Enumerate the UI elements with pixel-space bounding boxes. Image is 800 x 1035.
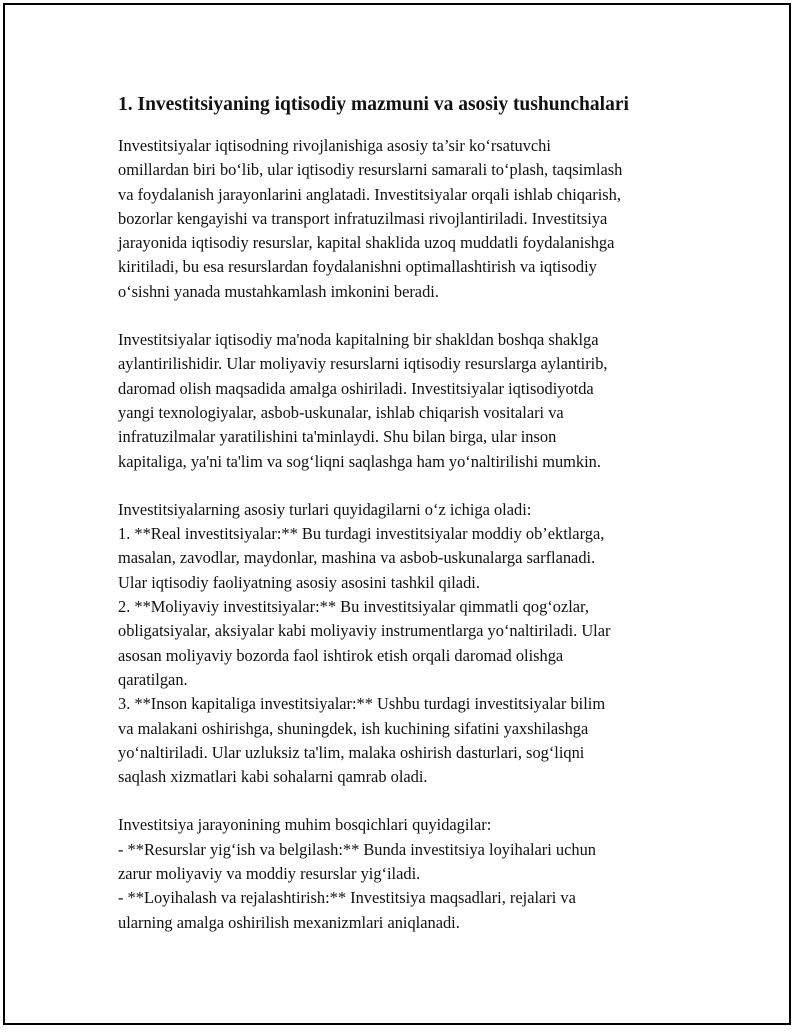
paragraph-line: ularning amalga oshirilish mexanizmlari aniqlanadi.: [118, 912, 460, 932]
paragraph-line: Ular iqtisodiy faoliyatning asosiy asosini tashkil qiladi.: [118, 572, 480, 592]
paragraph-line: - **Loyihalash va rejalashtirish:** Investitsiya maqsadlari, rejalari va: [118, 888, 576, 908]
paragraph-line: asosan moliyaviy bozorda faol ishtirok etish orqali daromad olishga: [118, 645, 564, 665]
paragraph-line: yo‘naltiriladi. Ular uzluksiz ta'lim, malaka oshirish dasturlari, sog‘liqni: [118, 742, 585, 762]
paragraph-line: obligatsiyalar, aksiyalar kabi moliyaviy instrumentlarga yo‘naltiriladi. Ular: [118, 621, 611, 641]
paragraph-line: va foydalanish jarayonlarini anglatadi. Investitsiyalar orqali ishlab chiqarish,: [118, 184, 621, 204]
paragraph: [118, 498, 698, 790]
paragraph-line: bozorlar kengayishi va transport infratuzilmasi rivojlantiriladi. Investitsiya: [118, 208, 608, 228]
paragraph-line: daromad olish maqsadida amalga oshiriladi. Investitsiyalar iqtisodiyotda: [118, 378, 594, 398]
paragraph-line: masalan, zavodlar, maydonlar, mashina va asbob-uskunalarga sarflanadi.: [118, 548, 596, 568]
section-heading: 1. Investitsiyaning iqtisodiy mazmuni va asosiy tushunchalari: [118, 94, 629, 115]
paragraph-line: zarur moliyaviy va moddiy resurslar yig‘iladi.: [118, 864, 421, 884]
paragraph-line: jarayonida iqtisodiy resurslar, kapital shaklida uzoq muddatli foydalanishga: [118, 233, 615, 253]
paragraph-line: o‘sishni yanada mustahkamlash imkonini beradi.: [118, 281, 439, 301]
paragraph-line: 2. **Moliyaviy investitsiyalar:** Bu investitsiyalar qimmatli qog‘ozlar,: [118, 597, 589, 617]
paragraph: [118, 328, 698, 474]
paragraph: [118, 813, 698, 934]
paragraph-line: Investitsiya jarayonining muhim bosqichlari quyidagilar:: [118, 815, 492, 835]
paragraph-line: va malakani oshirishga, shuningdek, ish kuchining sifatini yaxshilashga: [118, 718, 589, 738]
paragraph-line: 3. **Inson kapitaliga investitsiyalar:** Ushbu turdagi investitsiyalar bilim: [118, 694, 606, 714]
paragraph-line: Investitsiyalar iqtisodning rivojlanishiga asosiy ta’sir ko‘rsatuvchi: [118, 136, 551, 155]
paragraphs-container: [118, 134, 698, 935]
paragraph: [118, 134, 698, 304]
paragraph-line: Investitsiyalar iqtisodiy ma'noda kapitalning bir shakldan boshqa shaklga: [118, 330, 599, 350]
paragraph-line: 1. **Real investitsiyalar:** Bu turdagi investitsiyalar moddiy ob’ektlarga,: [118, 524, 605, 544]
paragraph-line: Investitsiyalarning asosiy turlari quyidagilarni o‘z ichiga oladi:: [118, 499, 532, 519]
paragraph-line: kiritiladi, bu esa resurslardan foydalanishni optimallashtirish va iqtisodiy: [118, 257, 597, 277]
document-body: [118, 92, 698, 959]
paragraph-line: yangi texnologiyalar, asbob-uskunalar, ishlab chiqarish vositalari va: [118, 402, 564, 422]
paragraph-line: - **Resurslar yig‘ish va belgilash:** Bunda investitsiya loyihalari uchun: [118, 839, 596, 859]
paragraph-line: saqlash xizmatlari kabi sohalarni qamrab oladi.: [118, 767, 428, 787]
paragraph-line: kapitaliga, ya'ni ta'lim va sog‘liqni saqlashga ham yo‘naltirilishi mumkin.: [118, 451, 601, 471]
paragraph-line: omillardan biri bo‘lib, ular iqtisodiy resurslarni samarali to‘plash, taqsimlash: [118, 160, 623, 180]
paragraph-line: qaratilgan.: [118, 669, 188, 689]
paragraph-line: infratuzilmalar yaratilishini ta'minlaydi. Shu bilan birga, ular inson: [118, 427, 557, 447]
paragraph-line: aylantirilishidir. Ular moliyaviy resurslarni iqtisodiy resurslarga aylantirib,: [118, 354, 608, 374]
